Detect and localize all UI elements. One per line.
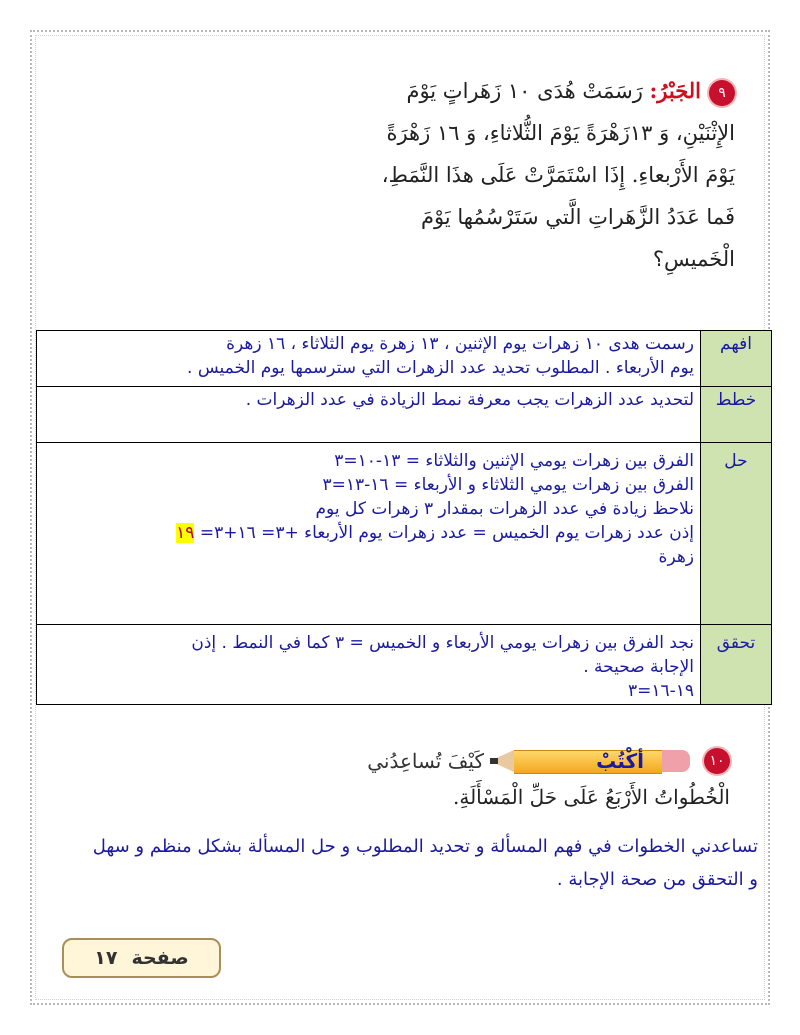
problem-text: الْخَميسِ؟ (652, 247, 735, 271)
answer-block (45, 830, 758, 896)
row-content (37, 331, 701, 387)
problem-line-1 (100, 70, 735, 112)
problem-text: فَما عَدَدُ الزَّهَراتِ الَّتي سَتَرْسُمُها يَوْمَ (420, 205, 735, 229)
write-header (367, 748, 730, 774)
row-content (37, 443, 701, 625)
row-label: افهم (701, 331, 772, 387)
content-line: الفرق بين زهرات يومي الثلاثاء و الأربعاء = ١٦-١٣=٣ (322, 475, 694, 495)
content-line: زهرة (658, 547, 694, 567)
problem-text: الإِثْنَيْنِ، وَ ١٣زَهْرَةً يَوْمَ الثُّلاثاءِ، وَ ١٦ زَهْرَةً (386, 121, 735, 145)
answer-line: تساعدني الخطوات في فهم المسألة و تحديد المطلوب و حل المسألة بشكل منظم و سهل (92, 836, 758, 857)
problem-number-badge: ٩ (709, 80, 735, 106)
content-line: يوم الأربعاء . المطلوب تحديد عدد الزهرات التي سترسمها يوم الخميس . (187, 358, 694, 378)
content-line: رسمت هدى ١٠ زهرات يوم الإثنين ، ١٣ زهرة يوم الثلاثاء ، ١٦ زهرة (226, 334, 694, 354)
question-10-text: الْخُطُواتُ الأَرْبَعُ عَلَى حَلِّ الْمَسْأَلَةِ. (452, 785, 730, 809)
answer-highlight: ١٩ (176, 523, 195, 543)
problem-9 (100, 70, 735, 280)
how-helps-text: كَيْفَ تُساعِدُني (367, 749, 484, 773)
page-number-box (62, 938, 221, 978)
problem-number-badge: ١٠ (704, 748, 730, 774)
content-line: نلاحظ زيادة في عدد الزهرات بمقدار ٣ زهرات كل يوم (315, 499, 694, 519)
page-number: ١٧ (94, 947, 118, 969)
four-step-table (36, 330, 772, 705)
page-word: صفحة (131, 947, 189, 969)
table-row-understand (37, 331, 772, 387)
answer-line: و التحقق من صحة الإجابة . (556, 869, 758, 890)
row-label: خطط (701, 387, 772, 443)
problem-text: رَسَمَتْ هُدَى ١٠ زَهَراتٍ يَوْمَ (406, 79, 643, 103)
content-line (43, 521, 694, 545)
row-content (37, 387, 701, 443)
problem-tag: الجَبْرُ: (649, 78, 701, 103)
row-label: تحقق (701, 625, 772, 705)
content-text: إذن عدد زهرات يوم الخميس = عدد زهرات يوم الأربعاء +٣= ١٦+٣= (199, 523, 694, 543)
content-line: الإجابة صحيحة . (583, 657, 694, 677)
content-line: ١٩-١٦=٣ (627, 681, 694, 701)
content-line: نجد الفرق بين زهرات يومي الأربعاء و الخميس = ٣ كما في النمط . إذن (191, 633, 694, 653)
content-line: الفرق بين زهرات يومي الإثنين والثلاثاء = ١٣-١٠=٣ (334, 451, 694, 471)
table-row-solve (37, 443, 772, 625)
row-label: حل (701, 443, 772, 625)
write-label: أكْتُبْ (596, 749, 644, 773)
table-row-plan (37, 387, 772, 443)
row-content (37, 625, 701, 705)
content-line: لتحديد عدد الزهرات يجب معرفة نمط الزيادة في عدد الزهرات . (245, 390, 694, 410)
problem-text: يَوْمَ الأَرْبعاءِ. إِذَا اسْتَمَرَّتْ عَلَى هذَا النَّمَطِ، (381, 163, 735, 187)
pencil-icon (490, 748, 690, 774)
table-row-check (37, 625, 772, 705)
